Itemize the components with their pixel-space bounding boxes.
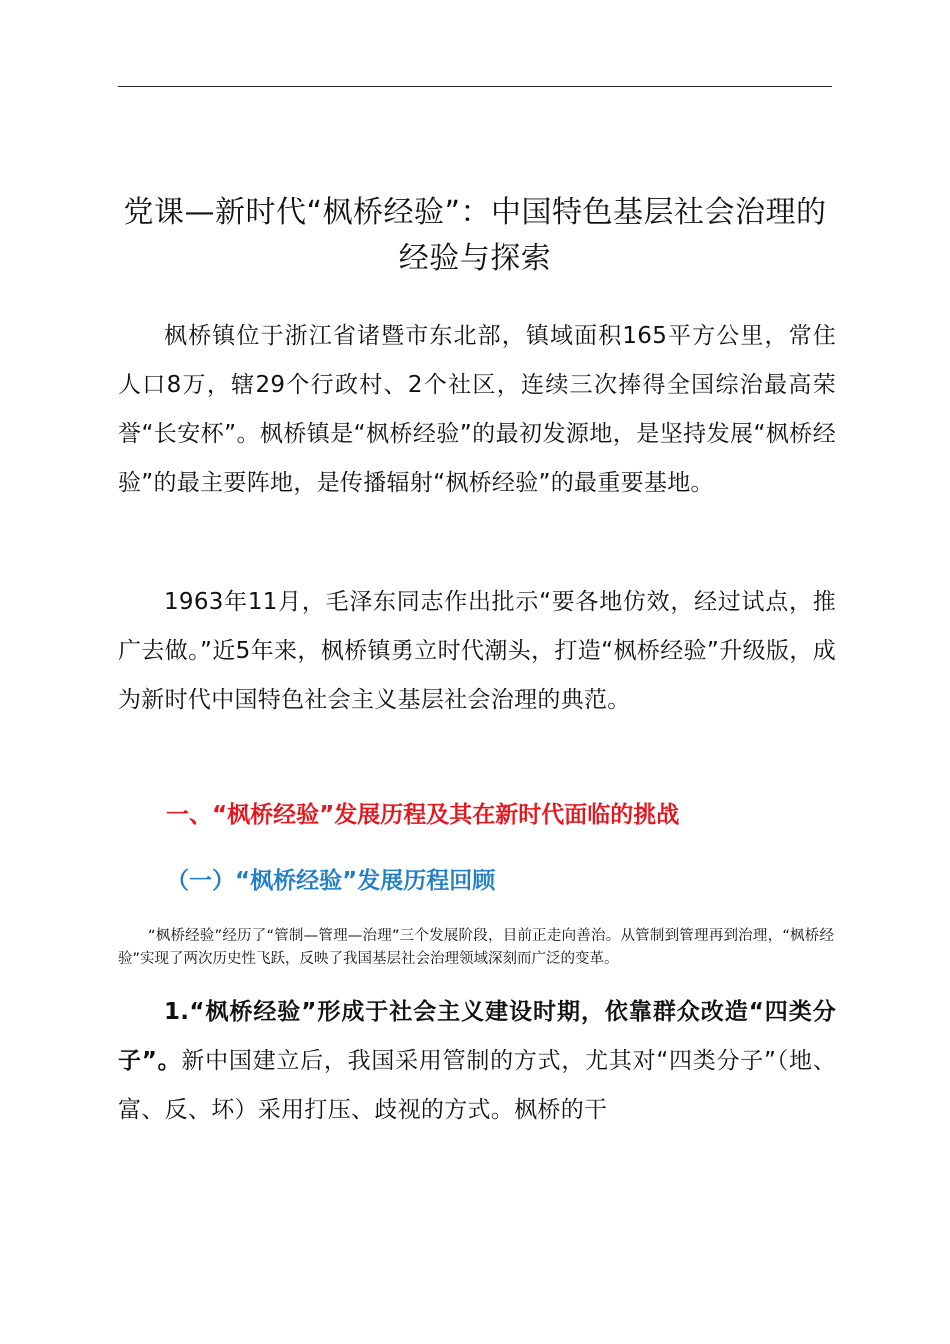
paragraph-intro: 枫桥镇位于浙江省诸暨市东北部，镇域面积165平方公里，常住人口8万，辖29个行政村、2个社区，连续三次捧得全国综治最高荣誉“长安杯”。枫桥镇是“枫桥经验”的最初发源地，是坚持发展“枫桥经验”的最主要阵地，是传播辐射“枫桥经验”的最重要基地。 [118,323,836,496]
document-title: 党课—新时代“枫桥经验”：中国特色基层社会治理的经验与探索 [123,195,827,276]
paragraph-stages: “枫桥经验”经历了“管制—管理—治理”三个发展阶段，目前正走向善治。从管制到管理再到治理，“枫桥经验”实现了两次历史性飞跃，反映了我国基层社会治理领域深刻而广泛的变革。 [118,928,834,967]
paragraph-point-1 [118,988,836,1135]
subsection-heading: （一）“枫桥经验”发展历程回顾 [166,868,496,894]
header-rule [118,86,832,87]
section-heading: 一、“枫桥经验”发展历程及其在新时代面临的挑战 [166,802,680,828]
point-1-lead: 1.“枫桥经验”形成于社会主义建设时期，依靠群众改造“四类分子”。 [118,999,836,1074]
paragraph-history: 1963年11月，毛泽东同志作出批示“要各地仿效，经过试点，推广去做。”近5年来，枫桥镇勇立时代潮头，打造“枫桥经验”升级版，成为新时代中国特色社会主义基层社会治理的典范。 [118,589,836,713]
point-1-body: 新中国建立后，我国采用管制的方式，尤其对“四类分子”（地、富、反、坏）采用打压、歧视的方式。枫桥的干 [118,1048,836,1123]
